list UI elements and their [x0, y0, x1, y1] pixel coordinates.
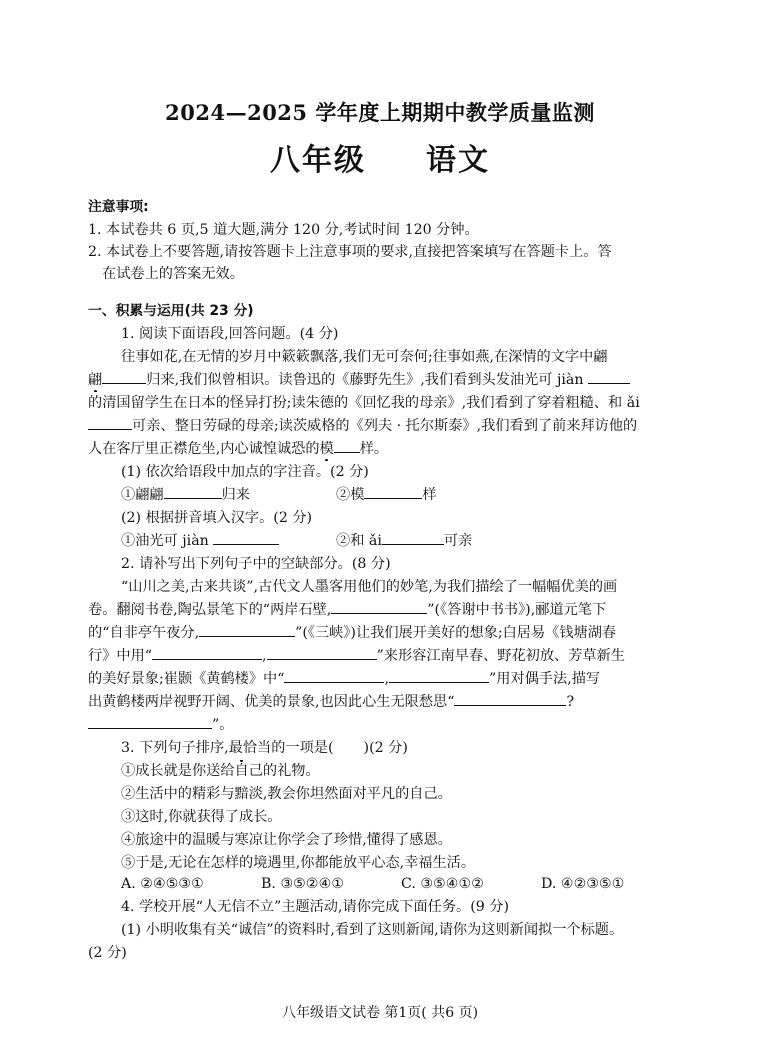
q2-line-2	[88, 599, 678, 622]
text: 己的礼物。	[248, 763, 320, 779]
blank-label: 归来	[221, 487, 250, 503]
dotted-char: 自	[234, 763, 249, 779]
q3-option-d: D. ④②③⑤①	[541, 876, 625, 892]
text: 3. 下列句子排序,最恰当的一项是(	[121, 740, 334, 756]
answer-blank	[382, 530, 444, 545]
grade-subject	[0, 135, 760, 179]
q3-option-a: A. ②④⑤③①	[121, 876, 204, 892]
q3-sentence-5: ⑤于是,无论在怎样的境遇里,你都能放平心态,幸福生活。	[121, 855, 476, 871]
passage-text: 可亲、整日劳碌的母亲;读茨威格的《列夫 · 托尔斯泰》,我们看到了前来拜访他的	[132, 418, 638, 434]
answer-blank	[364, 484, 422, 499]
q2-line-7	[88, 714, 678, 737]
text: ”(《三峡》)让我们展开美好的想象;白居易《钱塘湖春	[295, 625, 617, 641]
text: 卷。翻阅书卷,陶弘景笔下的“两岸石壁,	[88, 602, 332, 618]
exam-title: 2024—2025 学年度上期期中教学质量监测	[165, 100, 595, 125]
q1-passage-line-3	[88, 392, 678, 415]
q2-line-1: “山川之美,古来共谈”,古代文人墨客用他们的妙笔,为我们描绘了一幅幅优美的画	[121, 579, 618, 595]
text: ,	[262, 648, 267, 664]
text: ?	[566, 694, 575, 710]
text: 出黄鹤楼两岸视野开阔、优美的景象,也因此心生无限愁思“	[88, 694, 455, 710]
q3-sentence-2: ②生活中的精彩与黯淡,教会你坦然面对平凡的自己。	[121, 786, 452, 802]
subject-label: 语文	[426, 143, 490, 178]
text: 行》中用“	[88, 648, 153, 664]
q2-line-6	[88, 691, 678, 714]
answer-blank	[334, 438, 360, 453]
q1-sub-2-blank-a	[121, 530, 331, 553]
notice-item-2: 2. 本试卷上不要答题,请按答题卡上注意事项的要求,直接把答案填写在答题卡上。答	[88, 244, 612, 260]
q1-passage-line-5	[88, 438, 678, 461]
blank-label: ②模	[336, 487, 365, 503]
text: ”来形容江南早春、野花初放、芳草新生	[376, 648, 625, 664]
passage-text: 样。	[359, 441, 389, 457]
q1-passage-line-2	[88, 369, 678, 392]
q4-sub-1: (1) 小明收集有关“诚信”的资料时,看到了这则新闻,请你为这则新闻拟一个标题。	[121, 922, 624, 938]
q1-sub-1-blank-b	[336, 484, 536, 507]
text: ”。	[212, 717, 234, 733]
dotted-char: 模	[319, 441, 334, 457]
section-1-heading: 一、积累与运用(共 23 分)	[88, 303, 254, 319]
notice-item-1: 1. 本试卷共 6 页,5 道大题,满分 120 分,考试时间 120 分钟。	[88, 222, 479, 238]
blank-label: 可亲	[443, 533, 473, 549]
answer-blank	[213, 530, 279, 545]
dotted-char: 翩	[88, 372, 103, 388]
answer-blank	[88, 415, 132, 430]
answer-blank	[199, 622, 295, 637]
q3-stem	[121, 737, 711, 760]
q3-sentence-1	[121, 760, 711, 783]
q2-line-5	[88, 668, 678, 691]
q4-stem: 4. 学校开展“人无信不立”主题活动,请你完成下面任务。(9 分)	[121, 899, 509, 915]
q4-sub-1-score: (2 分)	[88, 945, 127, 961]
blank-label: ①油光可 jiàn	[121, 533, 209, 549]
text: )(2 分)	[363, 740, 408, 756]
q3-sentence-3: ③这时,你就获得了成长。	[121, 809, 282, 825]
notice-item-2-cont: 在试卷上的答案无效。	[102, 266, 244, 282]
q1-passage-line-4	[88, 415, 678, 438]
q1-passage-line-1	[121, 346, 711, 369]
text: ”用对偶手法,描写	[489, 671, 601, 687]
grade-label: 八年级	[270, 143, 366, 178]
answer-blank	[284, 668, 384, 683]
q2-stem: 2. 请补写出下列句子中的空缺部分。(8 分)	[121, 556, 391, 572]
answer-blank	[389, 668, 489, 683]
blank-label: ②和 ǎi	[336, 533, 382, 549]
page-footer: 八年级语文试卷 第1页( 共6 页)	[281, 1005, 479, 1021]
answer-blank	[102, 369, 146, 384]
blank-label: ①翩翩	[121, 487, 164, 503]
text: ①成长就是你送给	[121, 763, 235, 779]
q2-line-4	[88, 645, 678, 668]
text: 的美好景象;崔颢《黄鹤楼》中“	[88, 671, 285, 687]
q1-stem: 1. 阅读下面语段,回答问题。(4 分)	[121, 326, 339, 342]
text: ,	[384, 671, 389, 687]
answer-blank	[164, 484, 222, 499]
passage-text: 的清国留学生在日本的怪异打扮;读朱德的《回忆我的母亲》,我们看到了穿着粗糙、和 ǎi	[88, 395, 640, 411]
q3-option-b: B. ③⑤②④①	[261, 876, 345, 892]
q3-sentence-4: ④旅途中的温暖与寒凉让你学会了珍惜,懂得了感恩。	[121, 832, 452, 848]
q1-sub-2-blank-b	[336, 530, 556, 553]
passage-text: 归来,我们似曾相识。读鲁迅的《藤野先生》,我们看到头发油光可 jiàn	[146, 372, 584, 388]
text: ”(《答谢中书书》),郦道元笔下	[427, 602, 607, 618]
q2-line-3	[88, 622, 678, 645]
answer-blank	[331, 599, 427, 614]
answer-blank	[88, 714, 212, 729]
answer-blank	[152, 645, 262, 660]
q1-sub-2: (2) 根据拼音填入汉字。(2 分)	[121, 510, 313, 526]
text: 的“自非亭午夜分,	[88, 625, 200, 641]
answer-blank	[267, 645, 377, 660]
passage-text: 人在客厅里正襟危坐,内心诚惶诚恐的	[88, 441, 320, 457]
q3-option-c: C. ③⑤④①②	[401, 876, 484, 892]
answer-blank	[454, 691, 566, 706]
q1-sub-1: (1) 依次给语段中加点的字注音。(2 分)	[121, 464, 369, 480]
blank-label: 样	[422, 487, 437, 503]
notice-heading: 注意事项:	[88, 199, 149, 215]
passage-text: 往事如花,在无情的岁月中簌簌飘落,我们无可奈何;往事如燕,在深情的文字中翩	[121, 349, 608, 365]
answer-blank	[588, 369, 630, 384]
